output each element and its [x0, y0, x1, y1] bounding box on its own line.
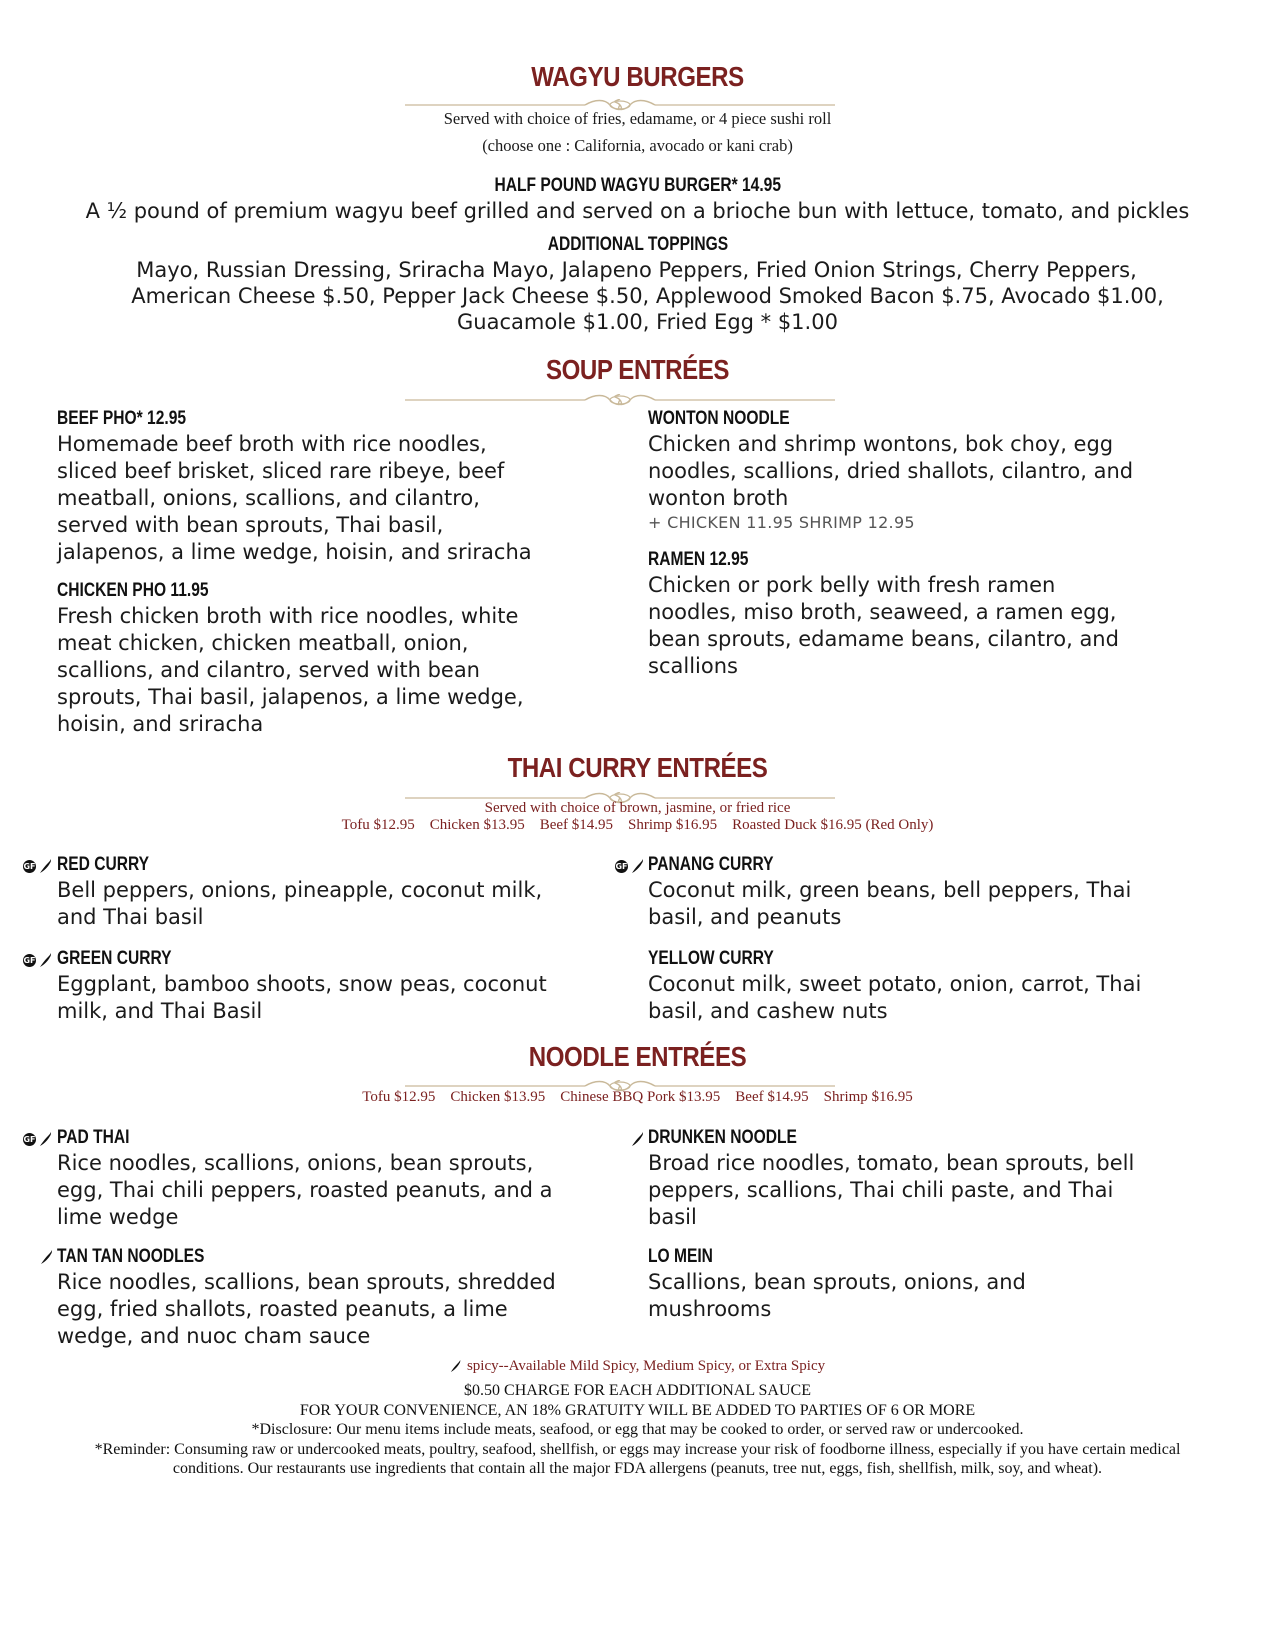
- wagyu-burger-title: HALF POUND WAGYU BURGER* 14.95: [494, 175, 781, 196]
- gratuity-note: FOR YOUR CONVENIENCE, AN 18% GRATUITY WILL BE ADDED TO PARTIES OF 6 OR MORE: [299, 1401, 976, 1419]
- tan-tan-item: [57, 1246, 557, 1350]
- red-curry-item: [57, 854, 557, 931]
- drunken-noodle-title: DRUNKEN NOODLE: [648, 1127, 797, 1148]
- green-curry-title: GREEN CURRY: [57, 948, 172, 969]
- gluten-free-icon: GF: [23, 955, 36, 965]
- yellow-curry-title: YELLOW CURRY: [648, 948, 774, 969]
- beef-pho-description: Homemade beef broth with rice noodles, sliced beef brisket, sliced rare ribeye, beef meatball, onions, scallions, and cilantro, served with bean sprouts, Thai basil, jalapenos, a lime wedge, hoisin, and sriracha: [57, 432, 532, 564]
- beef-pho-title: BEEF PHO* 12.95: [57, 408, 187, 429]
- toppings-line-3: Guacamole $1.00, Fried Egg * $1.00: [457, 310, 838, 334]
- yellow-curry-item: [648, 948, 1148, 1025]
- chili-pepper-icon: [39, 952, 53, 968]
- chili-pepper-icon: [39, 1131, 53, 1147]
- tan-tan-title: TAN TAN NOODLES: [57, 1246, 205, 1267]
- ramen-item: [648, 549, 1128, 680]
- chicken-pho-description: Fresh chicken broth with rice noodles, white meat chicken, chicken meatball, onion, scallions, and cilantro, served with bean sprouts, Thai basil, jalapenos, a lime wedge, hoisin, and sriracha: [57, 604, 524, 736]
- ramen-description: Chicken or pork belly with fresh ramen noodles, miso broth, seaweed, a ramen egg, bean sprouts, edamame beans, cilantro, and scallions: [648, 573, 1119, 678]
- toppings-line-1: Mayo, Russian Dressing, Sriracha Mayo, Jalapeno Peppers, Fried Onion Strings, Cherry Peppers,: [136, 258, 1137, 282]
- sauce-charge-note: $0.50 CHARGE FOR EACH ADDITIONAL SAUCE: [464, 1382, 811, 1399]
- gluten-free-icon: GF: [615, 861, 628, 871]
- noodle-prices: Tofu $12.95 Chicken $13.95 Chinese BBQ Pork $13.95 Beef $14.95 Shrimp $16.95: [362, 1089, 913, 1105]
- disclosure-note: *Disclosure: Our menu items include meats, seafood, or egg that may be cooked to order, or served raw or undercooked.: [251, 1421, 1024, 1438]
- red-curry-title: RED CURRY: [57, 854, 150, 875]
- drunken-noodle-description: Broad rice noodles, tomato, bean sprouts, bell peppers, scallions, Thai chili paste, and Thai basil: [648, 1151, 1135, 1229]
- wagyu-section-title: WAGYU BURGERS: [531, 61, 744, 92]
- ramen-title: RAMEN 12.95: [648, 549, 749, 570]
- wonton-noodle-description: Chicken and shrimp wontons, bok choy, egg noodles, scallions, dried shallots, cilantro, and wonton broth: [648, 432, 1134, 510]
- soup-section-title: SOUP ENTRÉES: [545, 354, 730, 385]
- green-curry-item: [57, 948, 557, 1025]
- green-curry-description: Eggplant, bamboo shoots, snow peas, coconut milk, and Thai Basil: [57, 972, 547, 1023]
- green-curry-icons: [23, 952, 53, 968]
- chicken-pho-item: [57, 580, 537, 738]
- spicy-legend: [0, 1355, 1275, 1375]
- drunken-noodle-icons: [631, 1131, 645, 1147]
- chili-pepper-icon: [450, 1359, 462, 1373]
- tan-tan-icons: [40, 1249, 54, 1265]
- wagyu-subtitle-1: Served with choice of fries, edamame, or 4 piece sushi roll: [443, 109, 832, 128]
- gluten-free-icon: GF: [23, 1134, 36, 1144]
- lo-mein-title: LO MEIN: [648, 1246, 713, 1267]
- wonton-noodle-item: [648, 408, 1148, 532]
- lo-mein-description: Scallions, bean sprouts, onions, and mushrooms: [648, 1270, 1026, 1321]
- red-curry-description: Bell peppers, onions, pineapple, coconut milk, and Thai basil: [57, 878, 543, 929]
- additional-toppings-title: ADDITIONAL TOPPINGS: [547, 234, 728, 255]
- curry-subtitle: Served with choice of brown, jasmine, or fried rice: [484, 800, 791, 816]
- gluten-free-icon: GF: [23, 861, 36, 871]
- lo-mein-item: [648, 1246, 1048, 1323]
- pad-thai-description: Rice noodles, scallions, onions, bean sprouts, egg, Thai chili peppers, roasted peanuts, and a lime wedge: [57, 1151, 553, 1229]
- pad-thai-item: [57, 1127, 557, 1231]
- red-curry-icons: [23, 858, 53, 874]
- panang-curry-description: Coconut milk, green beans, bell peppers, Thai basil, and peanuts: [648, 878, 1132, 929]
- noodle-section-title: NOODLE ENTRÉES: [528, 1041, 747, 1072]
- yellow-curry-description: Coconut milk, sweet potato, onion, carrot, Thai basil, and cashew nuts: [648, 972, 1142, 1023]
- chili-pepper-icon: [40, 1249, 54, 1265]
- reminder-note: *Reminder: Consuming raw or undercooked meats, poultry, seafood, shellfish, or eggs may increase your risk of foodborne illness, especially if you have certain medical conditions. Our restaurants use ingredients that contain all the major FDA allergens (peanuts, tree nut, eggs, fish, shellfish, milk, soy, and wheat).: [94, 1440, 1181, 1477]
- wagyu-subtitle-2: (choose one : California, avocado or kani crab): [482, 136, 793, 155]
- wagyu-burger-description: A ½ pound of premium wagyu beef grilled and served on a brioche bun with lettuce, tomato, and pickles: [85, 199, 1190, 223]
- wonton-noodle-title: WONTON NOODLE: [648, 408, 790, 429]
- panang-curry-item: [648, 854, 1148, 931]
- pad-thai-icons: [23, 1131, 53, 1147]
- spicy-legend-text: spicy--Available Mild Spicy, Medium Spicy, or Extra Spicy: [466, 1358, 826, 1374]
- drunken-noodle-item: [648, 1127, 1148, 1231]
- beef-pho-item: [57, 408, 537, 566]
- chili-pepper-icon: [39, 858, 53, 874]
- pad-thai-title: PAD THAI: [57, 1127, 130, 1148]
- curry-prices: Tofu $12.95 Chicken $13.95 Beef $14.95 Shrimp $16.95 Roasted Duck $16.95 (Red Only): [341, 817, 934, 833]
- panang-curry-icons: [615, 858, 645, 874]
- footer-notes: [60, 1381, 1215, 1479]
- chili-pepper-icon: [631, 1131, 645, 1147]
- panang-curry-title: PANANG CURRY: [648, 854, 774, 875]
- tan-tan-description: Rice noodles, scallions, bean sprouts, shredded egg, fried shallots, roasted peanuts, a lime wedge, and nuoc cham sauce: [57, 1270, 556, 1348]
- soup-divider: [405, 394, 835, 406]
- wonton-noodle-prices: + CHICKEN 11.95 SHRIMP 12.95: [648, 513, 915, 532]
- chicken-pho-title: CHICKEN PHO 11.95: [57, 580, 209, 601]
- toppings-line-2: American Cheese $.50, Pepper Jack Cheese $.50, Applewood Smoked Bacon $.75, Avocado $1.00,: [131, 284, 1164, 308]
- curry-section-title: THAI CURRY ENTRÉES: [507, 752, 768, 783]
- chili-pepper-icon: [631, 858, 645, 874]
- toppings-list: [0, 257, 1275, 335]
